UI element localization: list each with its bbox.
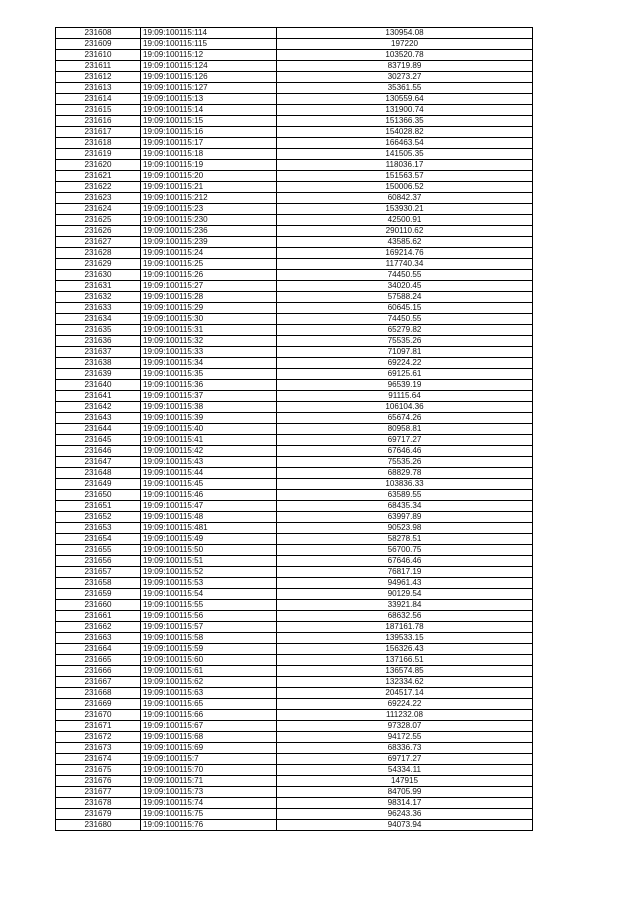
row-number-cell: 231656	[56, 556, 141, 567]
value-cell: 136574.85	[277, 666, 533, 677]
cadastral-number-cell: 19:09:100115:56	[141, 611, 277, 622]
table-row	[56, 721, 533, 732]
row-number-cell: 231632	[56, 292, 141, 303]
value-cell: 58278.51	[277, 534, 533, 545]
cadastral-number-cell: 19:09:100115:15	[141, 116, 277, 127]
table-row	[56, 226, 533, 237]
value-cell: 65279.82	[277, 325, 533, 336]
value-cell: 30273.27	[277, 72, 533, 83]
cadastral-number-cell: 19:09:100115:67	[141, 721, 277, 732]
row-number-cell: 231629	[56, 259, 141, 270]
row-number-cell: 231643	[56, 413, 141, 424]
row-number-cell: 231634	[56, 314, 141, 325]
row-number-cell: 231647	[56, 457, 141, 468]
cadastral-number-cell: 19:09:100115:31	[141, 325, 277, 336]
value-cell: 68829.78	[277, 468, 533, 479]
value-cell: 118036.17	[277, 160, 533, 171]
cadastral-number-cell: 19:09:100115:41	[141, 435, 277, 446]
cadastral-number-cell: 19:09:100115:25	[141, 259, 277, 270]
row-number-cell: 231621	[56, 171, 141, 182]
cadastral-number-cell: 19:09:100115:28	[141, 292, 277, 303]
table-row	[56, 237, 533, 248]
table-row	[56, 446, 533, 457]
table-row	[56, 314, 533, 325]
table-row	[56, 215, 533, 226]
value-cell: 69717.27	[277, 754, 533, 765]
value-cell: 103836.33	[277, 479, 533, 490]
row-number-cell: 231659	[56, 589, 141, 600]
table-row	[56, 589, 533, 600]
value-cell: 90129.54	[277, 589, 533, 600]
row-number-cell: 231639	[56, 369, 141, 380]
table-row	[56, 468, 533, 479]
row-number-cell: 231667	[56, 677, 141, 688]
cadastral-number-cell: 19:09:100115:115	[141, 39, 277, 50]
cadastral-number-cell: 19:09:100115:37	[141, 391, 277, 402]
table-row	[56, 83, 533, 94]
table-row	[56, 127, 533, 138]
cadastral-number-cell: 19:09:100115:7	[141, 754, 277, 765]
value-cell: 166463.54	[277, 138, 533, 149]
value-cell: 65674.26	[277, 413, 533, 424]
row-number-cell: 231646	[56, 446, 141, 457]
row-number-cell: 231672	[56, 732, 141, 743]
table-row	[56, 171, 533, 182]
row-number-cell: 231631	[56, 281, 141, 292]
row-number-cell: 231678	[56, 798, 141, 809]
row-number-cell: 231658	[56, 578, 141, 589]
cadastral-number-cell: 19:09:100115:16	[141, 127, 277, 138]
value-cell: 98314.17	[277, 798, 533, 809]
row-number-cell: 231638	[56, 358, 141, 369]
cadastral-number-cell: 19:09:100115:76	[141, 820, 277, 831]
row-number-cell: 231627	[56, 237, 141, 248]
cadastral-number-cell: 19:09:100115:65	[141, 699, 277, 710]
cadastral-number-cell: 19:09:100115:71	[141, 776, 277, 787]
row-number-cell: 231668	[56, 688, 141, 699]
value-cell: 151563.57	[277, 171, 533, 182]
table-row	[56, 490, 533, 501]
row-number-cell: 231650	[56, 490, 141, 501]
cadastral-number-cell: 19:09:100115:55	[141, 600, 277, 611]
value-cell: 69224.22	[277, 699, 533, 710]
row-number-cell: 231628	[56, 248, 141, 259]
value-cell: 94172.55	[277, 732, 533, 743]
table-row	[56, 820, 533, 831]
table-row	[56, 182, 533, 193]
table-row	[56, 809, 533, 820]
row-number-cell: 231657	[56, 567, 141, 578]
value-cell: 91115.64	[277, 391, 533, 402]
value-cell: 187161.78	[277, 622, 533, 633]
cadastral-number-cell: 19:09:100115:49	[141, 534, 277, 545]
value-cell: 117740.34	[277, 259, 533, 270]
row-number-cell: 231618	[56, 138, 141, 149]
cadastral-number-cell: 19:09:100115:66	[141, 710, 277, 721]
value-cell: 56700.75	[277, 545, 533, 556]
row-number-cell: 231620	[56, 160, 141, 171]
value-cell: 57588.24	[277, 292, 533, 303]
cadastral-number-cell: 19:09:100115:62	[141, 677, 277, 688]
table-row	[56, 567, 533, 578]
cadastral-number-cell: 19:09:100115:29	[141, 303, 277, 314]
cadastral-number-cell: 19:09:100115:53	[141, 578, 277, 589]
row-number-cell: 231673	[56, 743, 141, 754]
cadastral-number-cell: 19:09:100115:30	[141, 314, 277, 325]
cadastral-number-cell: 19:09:100115:48	[141, 512, 277, 523]
row-number-cell: 231636	[56, 336, 141, 347]
table-row	[56, 798, 533, 809]
cadastral-number-cell: 19:09:100115:124	[141, 61, 277, 72]
cadastral-number-cell: 19:09:100115:63	[141, 688, 277, 699]
table-row	[56, 259, 533, 270]
value-cell: 74450.55	[277, 314, 533, 325]
cadastral-number-cell: 19:09:100115:13	[141, 94, 277, 105]
cadastral-number-cell: 19:09:100115:239	[141, 237, 277, 248]
row-number-cell: 231663	[56, 633, 141, 644]
value-cell: 151366.35	[277, 116, 533, 127]
cadastral-number-cell: 19:09:100115:59	[141, 644, 277, 655]
table-row	[56, 666, 533, 677]
row-number-cell: 231653	[56, 523, 141, 534]
row-number-cell: 231649	[56, 479, 141, 490]
row-number-cell: 231651	[56, 501, 141, 512]
row-number-cell: 231612	[56, 72, 141, 83]
value-cell: 35361.55	[277, 83, 533, 94]
row-number-cell: 231644	[56, 424, 141, 435]
table-row	[56, 600, 533, 611]
cadastral-number-cell: 19:09:100115:24	[141, 248, 277, 259]
value-cell: 141505.35	[277, 149, 533, 160]
table-row	[56, 380, 533, 391]
cadastral-number-cell: 19:09:100115:61	[141, 666, 277, 677]
row-number-cell: 231670	[56, 710, 141, 721]
table-row	[56, 105, 533, 116]
table-row	[56, 424, 533, 435]
table-row	[56, 677, 533, 688]
row-number-cell: 231641	[56, 391, 141, 402]
row-number-cell: 231655	[56, 545, 141, 556]
value-cell: 76817.19	[277, 567, 533, 578]
table-row	[56, 281, 533, 292]
cadastral-number-cell: 19:09:100115:58	[141, 633, 277, 644]
value-cell: 130559.64	[277, 94, 533, 105]
value-cell: 69224.22	[277, 358, 533, 369]
row-number-cell: 231679	[56, 809, 141, 820]
value-cell: 132334.62	[277, 677, 533, 688]
table-row	[56, 248, 533, 259]
cadastral-number-cell: 19:09:100115:70	[141, 765, 277, 776]
row-number-cell: 231661	[56, 611, 141, 622]
row-number-cell: 231635	[56, 325, 141, 336]
value-cell: 103520.78	[277, 50, 533, 61]
row-number-cell: 231617	[56, 127, 141, 138]
row-number-cell: 231652	[56, 512, 141, 523]
table-row	[56, 534, 533, 545]
value-cell: 97328.07	[277, 721, 533, 732]
table-row	[56, 138, 533, 149]
value-cell: 34020.45	[277, 281, 533, 292]
value-cell: 290110.62	[277, 226, 533, 237]
value-cell: 90523.98	[277, 523, 533, 534]
cadastral-number-cell: 19:09:100115:43	[141, 457, 277, 468]
cadastral-number-cell: 19:09:100115:60	[141, 655, 277, 666]
value-cell: 154028.82	[277, 127, 533, 138]
table-row	[56, 644, 533, 655]
cadastral-number-cell: 19:09:100115:42	[141, 446, 277, 457]
table-row	[56, 457, 533, 468]
table-row	[56, 292, 533, 303]
table-row	[56, 732, 533, 743]
table-row	[56, 149, 533, 160]
cadastral-number-cell: 19:09:100115:46	[141, 490, 277, 501]
value-cell: 69125.61	[277, 369, 533, 380]
value-cell: 94073.94	[277, 820, 533, 831]
cadastral-number-cell: 19:09:100115:236	[141, 226, 277, 237]
row-number-cell: 231623	[56, 193, 141, 204]
row-number-cell: 231633	[56, 303, 141, 314]
table-row	[56, 402, 533, 413]
cadastral-number-cell: 19:09:100115:18	[141, 149, 277, 160]
row-number-cell: 231666	[56, 666, 141, 677]
table-row	[56, 303, 533, 314]
row-number-cell: 231626	[56, 226, 141, 237]
table-row	[56, 776, 533, 787]
table-row	[56, 556, 533, 567]
cadastral-number-cell: 19:09:100115:51	[141, 556, 277, 567]
table-row	[56, 501, 533, 512]
row-number-cell: 231669	[56, 699, 141, 710]
value-cell: 63997.89	[277, 512, 533, 523]
value-cell: 67646.46	[277, 556, 533, 567]
cadastral-number-cell: 19:09:100115:14	[141, 105, 277, 116]
value-cell: 137166.51	[277, 655, 533, 666]
cadastral-number-cell: 19:09:100115:74	[141, 798, 277, 809]
cadastral-number-cell: 19:09:100115:68	[141, 732, 277, 743]
cadastral-number-cell: 19:09:100115:127	[141, 83, 277, 94]
value-cell: 68435.34	[277, 501, 533, 512]
cadastral-number-cell: 19:09:100115:34	[141, 358, 277, 369]
cadastral-number-cell: 19:09:100115:230	[141, 215, 277, 226]
cadastral-number-cell: 19:09:100115:44	[141, 468, 277, 479]
cadastral-number-cell: 19:09:100115:36	[141, 380, 277, 391]
table-row	[56, 611, 533, 622]
value-cell: 131900.74	[277, 105, 533, 116]
row-number-cell: 231645	[56, 435, 141, 446]
table-row	[56, 72, 533, 83]
cadastral-number-cell: 19:09:100115:39	[141, 413, 277, 424]
cadastral-number-cell: 19:09:100115:50	[141, 545, 277, 556]
table-row	[56, 765, 533, 776]
cadastral-number-cell: 19:09:100115:40	[141, 424, 277, 435]
row-number-cell: 231664	[56, 644, 141, 655]
table-row	[56, 754, 533, 765]
cadastral-number-cell: 19:09:100115:114	[141, 28, 277, 39]
row-number-cell: 231611	[56, 61, 141, 72]
value-cell: 69717.27	[277, 435, 533, 446]
value-cell: 106104.36	[277, 402, 533, 413]
table-row	[56, 50, 533, 61]
table-row	[56, 655, 533, 666]
value-cell: 156326.43	[277, 644, 533, 655]
row-number-cell: 231675	[56, 765, 141, 776]
row-number-cell: 231616	[56, 116, 141, 127]
row-number-cell: 231674	[56, 754, 141, 765]
table-row	[56, 61, 533, 72]
table-row	[56, 545, 533, 556]
row-number-cell: 231637	[56, 347, 141, 358]
cadastral-number-cell: 19:09:100115:54	[141, 589, 277, 600]
table-row	[56, 193, 533, 204]
row-number-cell: 231619	[56, 149, 141, 160]
row-number-cell: 231614	[56, 94, 141, 105]
cadastral-number-cell: 19:09:100115:17	[141, 138, 277, 149]
value-cell: 94961.43	[277, 578, 533, 589]
row-number-cell: 231680	[56, 820, 141, 831]
value-cell: 197220	[277, 39, 533, 50]
cadastral-number-cell: 19:09:100115:20	[141, 171, 277, 182]
cadastral-number-cell: 19:09:100115:35	[141, 369, 277, 380]
value-cell: 96243.36	[277, 809, 533, 820]
table-row	[56, 347, 533, 358]
table-row	[56, 435, 533, 446]
value-cell: 139533.15	[277, 633, 533, 644]
value-cell: 67646.46	[277, 446, 533, 457]
table-row	[56, 28, 533, 39]
row-number-cell: 231625	[56, 215, 141, 226]
row-number-cell: 231610	[56, 50, 141, 61]
cadastral-number-cell: 19:09:100115:73	[141, 787, 277, 798]
table-row	[56, 270, 533, 281]
row-number-cell: 231654	[56, 534, 141, 545]
value-cell: 111232.08	[277, 710, 533, 721]
value-cell: 169214.76	[277, 248, 533, 259]
table-row	[56, 160, 533, 171]
cadastral-number-cell: 19:09:100115:47	[141, 501, 277, 512]
row-number-cell: 231660	[56, 600, 141, 611]
table-row	[56, 710, 533, 721]
table-row	[56, 787, 533, 798]
row-number-cell: 231608	[56, 28, 141, 39]
table-row	[56, 116, 533, 127]
table-row	[56, 391, 533, 402]
cadastral-number-cell: 19:09:100115:33	[141, 347, 277, 358]
value-cell: 153930.21	[277, 204, 533, 215]
value-cell: 130954.08	[277, 28, 533, 39]
value-cell: 33921.84	[277, 600, 533, 611]
value-cell: 60842.37	[277, 193, 533, 204]
value-cell: 54334.11	[277, 765, 533, 776]
cadastral-number-cell: 19:09:100115:126	[141, 72, 277, 83]
table-row	[56, 743, 533, 754]
cadastral-number-cell: 19:09:100115:19	[141, 160, 277, 171]
row-number-cell: 231648	[56, 468, 141, 479]
cadastral-number-cell: 19:09:100115:69	[141, 743, 277, 754]
cadastral-number-cell: 19:09:100115:32	[141, 336, 277, 347]
cadastral-number-cell: 19:09:100115:481	[141, 523, 277, 534]
cadastral-number-cell: 19:09:100115:38	[141, 402, 277, 413]
cadastral-number-cell: 19:09:100115:212	[141, 193, 277, 204]
value-cell: 42500.91	[277, 215, 533, 226]
value-cell: 71097.81	[277, 347, 533, 358]
table-row	[56, 523, 533, 534]
row-number-cell: 231615	[56, 105, 141, 116]
table-row	[56, 413, 533, 424]
table-row	[56, 622, 533, 633]
value-cell: 204517.14	[277, 688, 533, 699]
table-row	[56, 688, 533, 699]
table-row	[56, 512, 533, 523]
value-cell: 147915	[277, 776, 533, 787]
row-number-cell: 231677	[56, 787, 141, 798]
table-body	[56, 28, 533, 831]
value-cell: 150006.52	[277, 182, 533, 193]
cadastral-number-cell: 19:09:100115:75	[141, 809, 277, 820]
row-number-cell: 231662	[56, 622, 141, 633]
row-number-cell: 231640	[56, 380, 141, 391]
value-cell: 84705.99	[277, 787, 533, 798]
row-number-cell: 231622	[56, 182, 141, 193]
row-number-cell: 231642	[56, 402, 141, 413]
cadastral-number-cell: 19:09:100115:52	[141, 567, 277, 578]
value-cell: 96539.19	[277, 380, 533, 391]
cadastral-number-cell: 19:09:100115:23	[141, 204, 277, 215]
value-cell: 74450.55	[277, 270, 533, 281]
table-row	[56, 204, 533, 215]
row-number-cell: 231609	[56, 39, 141, 50]
row-number-cell: 231630	[56, 270, 141, 281]
table-row	[56, 39, 533, 50]
table-row	[56, 325, 533, 336]
value-cell: 75535.26	[277, 336, 533, 347]
data-table	[55, 27, 533, 831]
row-number-cell: 231613	[56, 83, 141, 94]
cadastral-number-cell: 19:09:100115:21	[141, 182, 277, 193]
table-row	[56, 336, 533, 347]
cadastral-number-cell: 19:09:100115:27	[141, 281, 277, 292]
table-row	[56, 633, 533, 644]
table-row	[56, 358, 533, 369]
value-cell: 75535.26	[277, 457, 533, 468]
cadastral-number-cell: 19:09:100115:12	[141, 50, 277, 61]
table-row	[56, 369, 533, 380]
cadastral-number-cell: 19:09:100115:45	[141, 479, 277, 490]
value-cell: 43585.62	[277, 237, 533, 248]
table-row	[56, 479, 533, 490]
value-cell: 68336.73	[277, 743, 533, 754]
table-row	[56, 94, 533, 105]
value-cell: 83719.89	[277, 61, 533, 72]
table-row	[56, 699, 533, 710]
row-number-cell: 231624	[56, 204, 141, 215]
cadastral-number-cell: 19:09:100115:26	[141, 270, 277, 281]
row-number-cell: 231665	[56, 655, 141, 666]
cadastral-number-cell: 19:09:100115:57	[141, 622, 277, 633]
value-cell: 60645.15	[277, 303, 533, 314]
value-cell: 68632.56	[277, 611, 533, 622]
row-number-cell: 231671	[56, 721, 141, 732]
table-row	[56, 578, 533, 589]
row-number-cell: 231676	[56, 776, 141, 787]
value-cell: 63589.55	[277, 490, 533, 501]
value-cell: 80958.81	[277, 424, 533, 435]
